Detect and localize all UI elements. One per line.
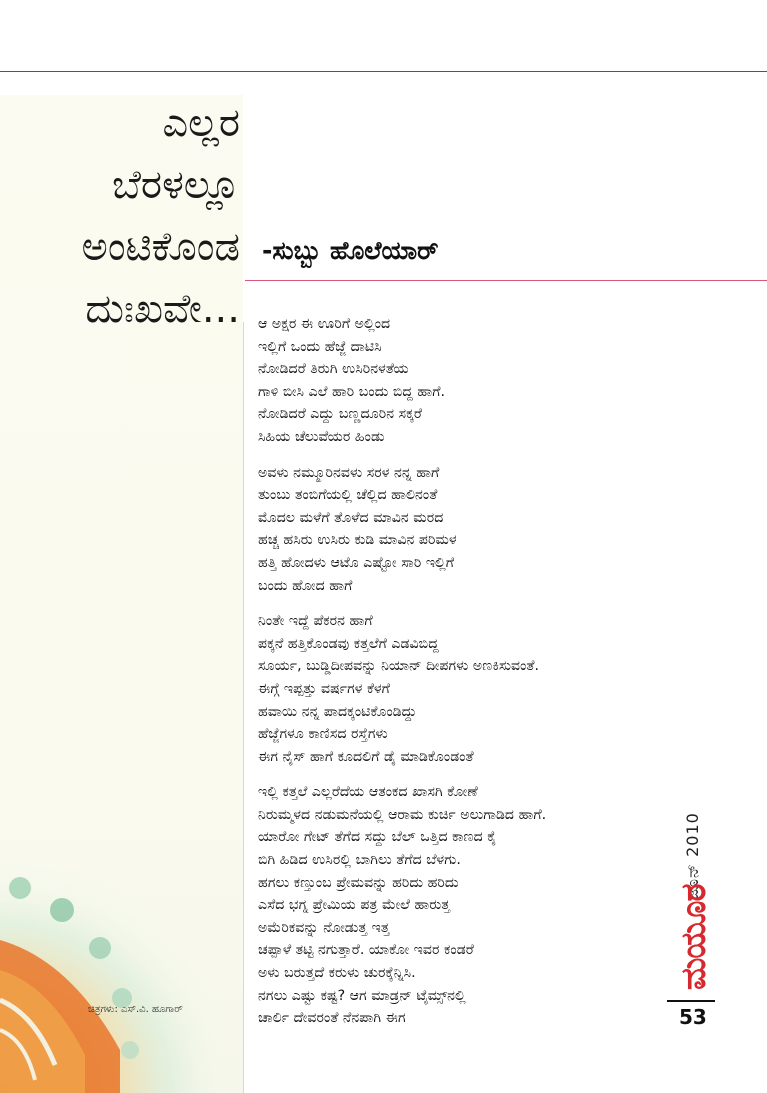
magazine-logo-text: ಮಯೂರ	[674, 884, 714, 990]
poem-line: ಬಿಗಿ ಹಿಡಿದ ಉಸಿರಲ್ಲಿ ಬಾಗಿಲು ತೆಗೆದ ಬೆಳಗು.	[258, 852, 461, 869]
poem-line: ಅಳು ಬರುತ್ತದೆ ಕರುಳು ಚುರಕ್ಕೆನ್ನಿಸಿ.	[258, 965, 416, 982]
poem-line: ಆ ಅಕ್ಷರ ಈ ಊರಿಗೆ ಅಲ್ಲಿಂದ	[258, 316, 391, 332]
poem-body	[258, 313, 678, 1043]
poem-line: ನೋಡಿದರೆ ಎದ್ದು ಬಣ್ಣದೂರಿನ ಸಕ್ಕರೆ	[258, 406, 422, 423]
poem-line: ಹಗಲು ಕಣ್ತುಂಬ ಪ್ರೇಮವನ್ನು ಹರಿದು ಹರಿದು	[258, 874, 459, 891]
poem-line: ನಿಂತೇ ಇದ್ದೆ ಪೆಕರನ ಹಾಗೆ	[258, 613, 373, 630]
headline	[81, 92, 240, 340]
poem-line: ಹೆಜ್ಜೆಗಳೂ ಕಾಣಿಸದ ರಸ್ತೆಗಳು	[258, 726, 388, 743]
poem-line: ಸೂರ್ಯ, ಬುಡ್ಡಿದೀಪವನ್ನು ನಿಯಾನ್ ದೀಪಗಳು ಅಣಕಿಸುವಂತೆ.	[258, 658, 540, 675]
poem-line: ಇಲ್ಲಿಗೆ ಒಂದು ಹೆಜ್ಜೆ ದಾಟಿಸಿ	[258, 338, 382, 355]
issue-date-text: ಜೂನ್ 2010	[683, 812, 702, 900]
poem-line: ಯಾರೋ ಗೇಟ್ ತೆಗೆದ ಸದ್ದು ಬೆಲ್ ಒತ್ತಿದ ಕಾಣದ ಕೈ	[258, 829, 497, 846]
poem-line: ಗಾಳಿ ಬೀಸಿ ಎಲೆ ಹಾರಿ ಬಂದು ಬಿದ್ದ ಹಾಗೆ.	[258, 383, 445, 400]
magazine-logo	[670, 884, 714, 993]
headline-line: ಅಂಟಿಕೊಂಡ	[81, 224, 240, 270]
top-rule	[0, 71, 767, 72]
poem-line: ಈಗ್ಗೆ ಇಪ್ಪತ್ತು ವರ್ಷಗಳ ಕೆಳಗೆ	[258, 680, 390, 697]
poem-line: ಹಚ್ಚ ಹಸಿರು ಉಸಿರು ಕುಡಿ ಮಾವಿನ ಪರಿಮಳ	[258, 532, 457, 549]
author-byline: -ಸುಬ್ಬು ಹೊಲೆಯಾರ್	[262, 236, 439, 265]
poem-line: ನಗಲು ಎಷ್ಟು ಕಷ್ಟ? ಆಗ ಮಾಡ್ರನ್ ಟೈಮ್ಸ್‌ನಲ್ಲಿ	[258, 987, 466, 1004]
poem-stanza	[258, 462, 678, 598]
poem-line: ಮೊದಲ ಮಳೆಗೆ ತೊಳೆದ ಮಾವಿನ ಮರದ	[258, 509, 444, 526]
page-number-rule	[667, 1000, 715, 1002]
headline-line: ದುಃಖವೇ...	[85, 286, 240, 332]
poem-stanza	[258, 781, 678, 1030]
poem-stanza	[258, 610, 678, 768]
poem-line: ನಿರುಮ್ಮಳದ ನಡುಮನೆಯಲ್ಲಿ ಆರಾಮ ಕುರ್ಚಿ ಅಲುಗಾಡಿದ ಹಾಗೆ.	[258, 806, 547, 823]
poem-line: ಇಲ್ಲಿ ಕತ್ತಲೆ ಎಲ್ಲರೆದೆಯ ಆತಂಕದ ಖಾಸಗಿ ಕೋಣೆ	[258, 784, 478, 801]
poem-line: ಎಸೆದ ಭಗ್ನ ಪ್ರೇಮಿಯ ಪತ್ರ ಮೇಲೆ ಹಾರುತ್ತ	[258, 897, 451, 914]
decorative-illustration	[0, 850, 243, 1093]
author-rule	[245, 280, 767, 281]
poem-line: ಹತ್ತಿ ಹೋದಳು ಆಟೊ ಎಷ್ಟೋ ಸಾರಿ ಇಲ್ಲಿಗೆ	[258, 554, 455, 571]
poem-line: ಅಮೆರಿಕವನ್ನು ನೋಡುತ್ತ ಇತ್ತ	[258, 919, 390, 936]
poem-line: ತುಂಬು ತಂಬಿಗೆಯಲ್ಲಿ ಚೆಲ್ಲಿದ ಹಾಲಿನಂತೆ	[258, 487, 438, 504]
headline-line: ಎಲ್ಲರ	[162, 100, 240, 146]
left-panel-border	[243, 322, 244, 1093]
poem-line: ಸಿಹಿಯ ಚೆಲುವೆಯರ ಹಿಂಡು	[258, 428, 385, 445]
headline-line: ಬೆರಳಲ್ಲೂ	[112, 162, 240, 208]
page-number: 53	[679, 1005, 707, 1029]
poem-line: ಈಗ ನೈಸ್ ಹಾಗೆ ಕೂದಲಿಗೆ ಡೈ ಮಾಡಿಕೊಂಡಂತೆ	[258, 748, 474, 765]
poem-line: ಹವಾಯಿ ನನ್ನ ಪಾದಕ್ಕಂಟಿಕೊಂಡಿದ್ದು	[258, 703, 417, 720]
poem-line: ಚಾರ್ಲಿ ದೇವರಂತೆ ನೆನಪಾಗಿ ಈಗ	[258, 1010, 406, 1027]
photo-credit: ಚಿತ್ರಗಳು: ಎಸ್.ವಿ. ಹೂಗಾರ್	[88, 1004, 183, 1015]
poem-line: ನೋಡಿದರೆ ತಿರುಗಿ ಉಸಿರಿನಳತೆಯ	[258, 361, 409, 378]
poem-stanza	[258, 313, 678, 449]
poem-line: ಅವಳು ನಮ್ಮೂರಿನವಳು ಸರಳ ನನ್ನ ಹಾಗೆ	[258, 464, 440, 481]
poem-line: ಚಪ್ಪಾಳೆ ತಟ್ಟಿ ನಗುತ್ತಾರೆ. ಯಾಕೋ ಇವರ ಕಂಡರೆ	[258, 942, 474, 959]
poem-line: ಬಂದು ಹೋದ ಹಾಗೆ	[258, 577, 353, 594]
poem-line: ಪಕ್ಕನೆ ಹತ್ತಿಕೊಂಡವು ಕತ್ತಲೆಗೆ ಎಡವಿಬಿದ್ದ	[258, 635, 439, 652]
